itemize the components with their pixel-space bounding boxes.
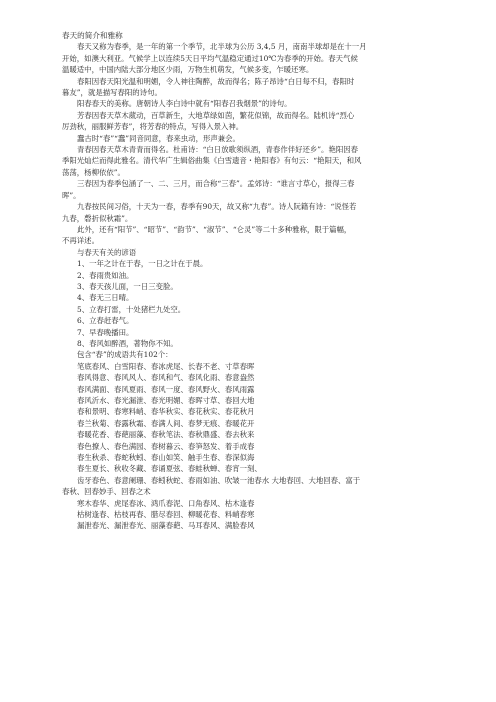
paragraph-line: 温暖适中，中国内陆大部分地区少雨，万物生机萌发，气候多变，乍暖还寒。 (62, 65, 314, 75)
idiom-row: 春生夏长、秋收冬藏、春诵夏弦、春蛙秋蝉、春宵一刻、 (77, 464, 262, 474)
idiom-row: 漏泄春光、漏泄春光、丽藻春葩、马耳春风、满脸春风 (77, 521, 255, 531)
idiom-row: 笔底春风、白雪阳春、春冰虎尾、长春不老、寸草春晖 (77, 361, 255, 371)
idiom-row: 春风满面、春风夏雨、春风一度、春风野火、春风雨露 (77, 384, 255, 394)
idiom-row: 春和景明、春寒料峭、春华秋实、春花秋实、春花秋月 (77, 407, 255, 417)
idiom-row: 寒木春华、虎尾春冰、鸿爪春泥、口角春风、枯木逢春 (77, 498, 255, 508)
paragraph-line: 阳春春天的美称。唐朝诗人李白诗中就有“阳春召我烟景”的诗句。 (77, 99, 292, 109)
paragraph-line: 九春，磬折似秋霜”。 (62, 213, 133, 223)
idiom-row: 春生秋杀、春蛇秋蚓、春山如笑、触手生春、春深似海 (77, 453, 255, 463)
idiom-row: 春兰秋菊、春露秋霜、春满人间、春梦无痕、春暖花开 (77, 418, 255, 428)
idiom-row: 春风得意、春风风人、春风和气、春风化雨、春意盎然 (77, 373, 255, 383)
proverb-item: 4、春无三日晴。 (77, 293, 134, 303)
section-title: 春天的简介和雅称 (62, 31, 123, 40)
paragraph-line: 九春按民间习俗，十天为一春，春季有90天，故又称“九春”。诗人阮籍有诗：“说怪若 (77, 202, 357, 212)
paragraph-line: 不再详述。 (62, 236, 99, 246)
idiom-row: 春秋、回春妙手、回春之术 (62, 487, 151, 497)
paragraph-line: 季阳光灿烂而得此雅名。清代华广生辑俗曲集《白雪遗音・艳阳春》有句云：“艳阳天，和风 (62, 156, 362, 166)
paragraph-line: 此外，还有“阳节”、“昭节”、“韵节”、“淑节”、“仑灵”等二十多种雅称，限于篇幅， (77, 224, 352, 234)
proverb-item: 5、立春打雷，十处猪栏九处空。 (77, 304, 186, 314)
idiom-row: 枯树逢春、枯枝再春、腊尽春回、柳暖花春、料峭春寒 (77, 510, 255, 520)
paragraph-line: 芳春因春天草木葳动，百草新生，大地草绿如茵，繁花似锦，故而得名。陆机诗“烈心 (77, 110, 355, 120)
paragraph-line: 开始，如澳大利亚。气候学上以连续5天日平均气温稳定通过10℃为春季的开始。春天气候 (62, 53, 358, 63)
paragraph-line: 晖”。 (62, 190, 81, 200)
proverb-item: 3、春天孩儿面，一日三变脸。 (77, 281, 178, 291)
section-heading: 包含“春”的成语共有102个： (77, 350, 173, 360)
proverb-item: 6、立春赶春气。 (77, 316, 134, 326)
paragraph-line: 暮友”，就是描写春阳的诗句。 (62, 88, 162, 98)
paragraph-line: 厉劲秋，丽服鲜芳春”，将芳春的特点，写得入景入神。 (62, 122, 244, 132)
paragraph-line: 蠢古时“春”“蠢”同音同意，春来虫动，形声兼会。 (77, 133, 240, 143)
section-heading: 与春天有关的谚语 (77, 247, 137, 257)
proverb-item: 2、春雨贵如油。 (77, 270, 134, 280)
paragraph-line: 荡荡，杨柳依依”。 (62, 167, 125, 177)
proverb-item: 8、春风如醉酒，著物你不知。 (77, 338, 178, 348)
proverb-item: 7、早春晚播田。 (77, 327, 134, 337)
paragraph-line: 春天又称为春季，是一年的第一个季节，北半球为公历 3,4,5 月，南南半球却是在十一月 (77, 42, 367, 52)
idiom-row: 春色撩人、春色满园、春树暮云、春笋怒发、着手成春 (77, 441, 255, 451)
idiom-row: 春暖花香、春葩丽藻、春秋笔法、春秋鼎盛、春去秋来 (77, 430, 255, 440)
paragraph-line: 春阳因春天阳光温和明媚，令人神往陶醉，故而得名；陈子昂诗“白日每不归，春阳时 (77, 76, 355, 86)
idiom-row: 齿牙春色、春意阑珊、春蚓秋蛇、春雨如油、吹皱一池春水 大地春回、大地回春、富于 (77, 475, 361, 485)
paragraph-line: 青春因春天草木青青而得名。杜甫诗：“白日放歌须纵酒，青春作伴好还乡”。艳阳因春 (77, 145, 359, 155)
idiom-row: 春风沂水、春光漏泄、春光明媚、春晖寸草、春回大地 (77, 396, 255, 405)
proverb-item: 1、一年之计在于春，一日之计在于晨。 (77, 259, 208, 269)
paragraph-line: 三春因为春季包涵了一、二、三月，而合称“三春”。孟郊诗：“谁言寸草心，报得三春 (77, 179, 355, 189)
